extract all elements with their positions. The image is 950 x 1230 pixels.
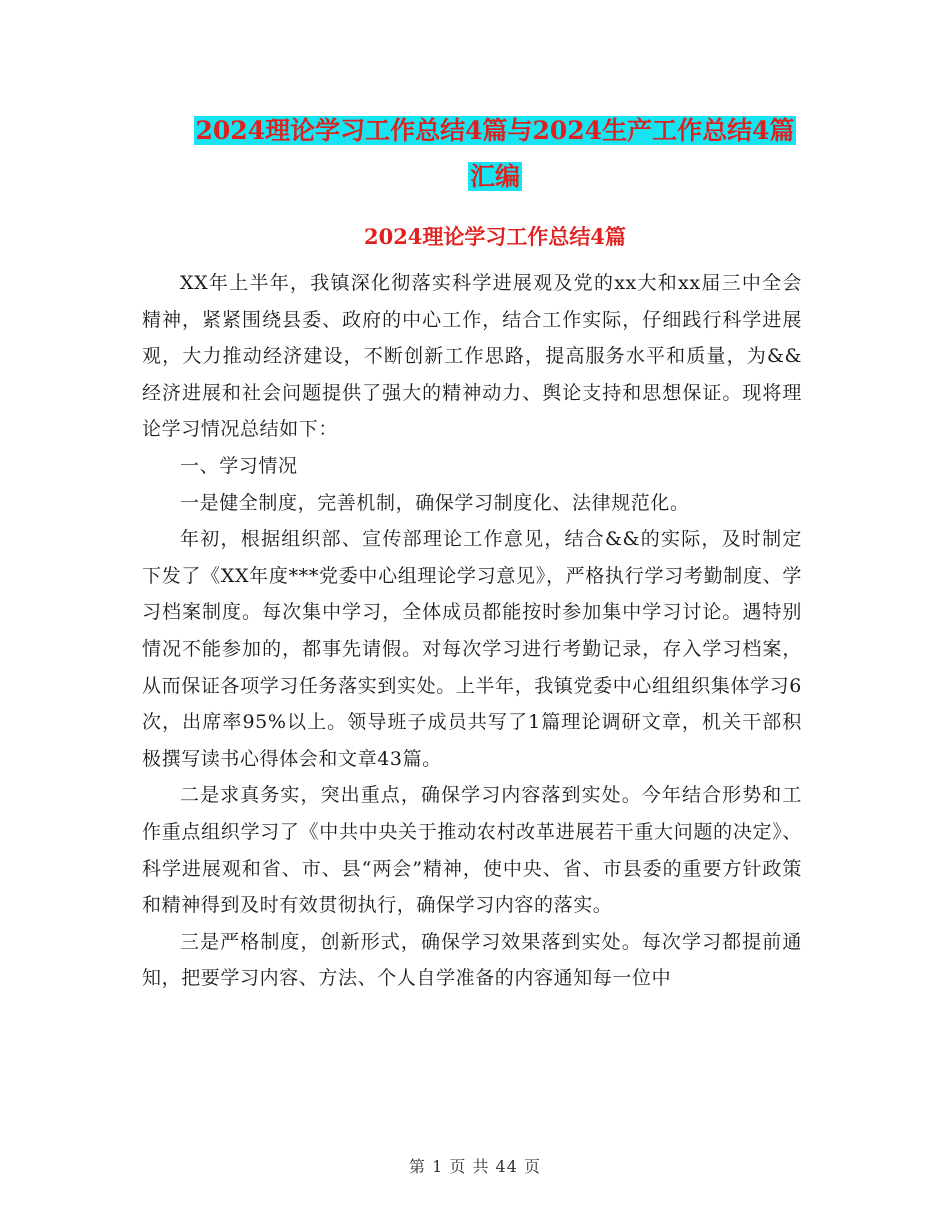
paragraph: 三是严格制度，创新形式，确保学习效果落到实处。每次学习都提前通知，把要学习内容、方法、个人自学准备的内容通知每一位中: [142, 930, 802, 990]
paragraph: 一是健全制度，完善机制，确保学习制度化、法律规范化。: [180, 491, 690, 514]
section-title: 2024理论学习工作总结4篇: [363, 224, 627, 249]
paragraph: 年初，根据组织部、宣传部理论工作意见，结合&&的实际，及时制定下发了《XX年度***党委中心组理论学习意见》，严格执行学习考勤制度、学习档案制度。每次集中学习，全体成员都能按时参加集中学习讨论。遇特别情况不能参加的，都事先请假。对每次学习进行考勤记录，存入学习档案，从而保证各项学习任务落实到实处。上半年，我镇党委中心组组织集体学习6次，出席率95%以上。领导班子成员共写了1篇理论调研文章，机关干部积极撰写读书心得体会和文章43篇。: [142, 528, 802, 770]
document-title: [140, 108, 850, 200]
title-line-1: 2024理论学习工作总结4篇与2024生产工作总结4篇: [195, 116, 795, 145]
page-footer: 第 1 页 共 44 页: [409, 1157, 541, 1176]
paragraph: 一、学习情况: [180, 454, 298, 477]
paragraph: XX年上半年，我镇深化彻落实科学进展观及党的xx大和xx届三中全会精神，紧紧围绕县委、政府的中心工作，结合工作实际，仔细践行科学进展观，大力推动经济建设，不断创新工作思路，提高服务水平和质量，为&&经济进展和社会问题提供了强大的精神动力、舆论支持和思想保证。现将理论学习情况总结如下：: [142, 272, 802, 441]
title-line-2: 汇编: [469, 162, 520, 191]
paragraph: 二是求真务实，突出重点，确保学习内容落到实处。今年结合形势和工作重点组织学习了《中共中央关于推动农村改革进展若干重大问题的决定》、科学进展观和省、市、县“两会”精神，使中央、省、市县委的重要方针政策和精神得到及时有效贯彻执行，确保学习内容的落实。: [142, 784, 802, 917]
document-body: [142, 265, 802, 997]
